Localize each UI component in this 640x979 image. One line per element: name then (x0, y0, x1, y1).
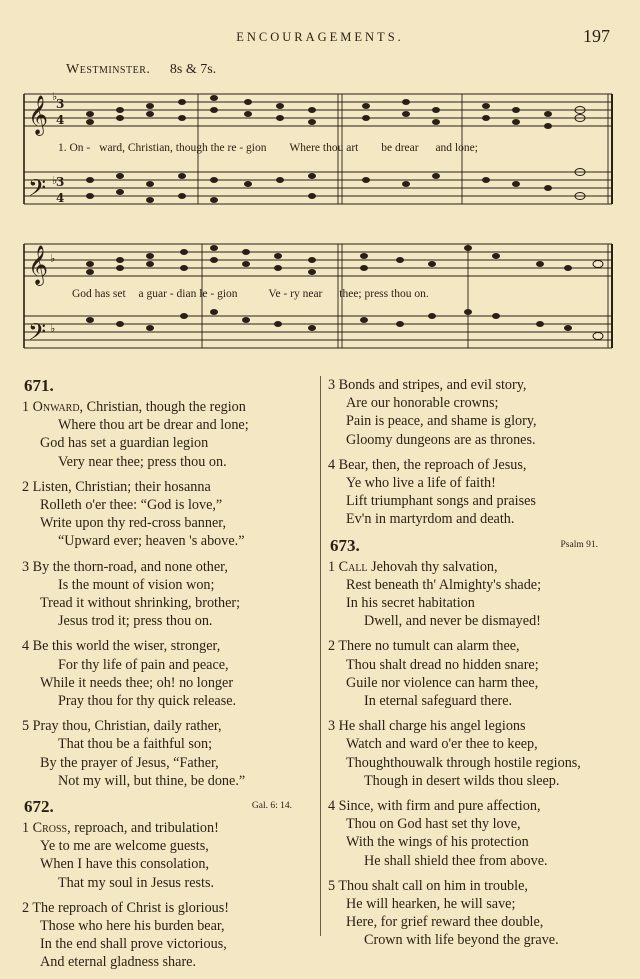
hymn-672-stanza-3: 3 Bonds and stripes, and evil story, Are our honorable crowns; Pain is peace, and shame is glory, Gloomy dungeons are as thrones. (328, 377, 537, 448)
hymn-number: 673. (330, 535, 360, 555)
running-title: ENCOURAGEMENTS. (236, 30, 404, 44)
svg-text:♭: ♭ (50, 252, 56, 265)
tune-meter: 8s & 7s. (169, 62, 217, 77)
page-number: 197 (583, 26, 610, 46)
hymn-672-heading (22, 797, 322, 819)
hymn-671-heading (22, 376, 322, 398)
svg-text:♭: ♭ (52, 174, 58, 187)
hymn-673-stanza-4: 4 Since, with firm and pure affection, Thou on God hast set thy love, With the wings of his protection He shall shield thee from above. (328, 798, 548, 869)
hymn-672-stanza-4: 4 Bear, then, the reproach of Jesus, Ye who live a life of faith! Lift triumphant songs and praises Ev'n in martyrdom and death. (328, 456, 536, 528)
bass-clef-icon: 𝄢 (28, 318, 47, 351)
hymn-671-stanza-2: 2 Listen, Christian; their hosanna Rolleth o'er thee: “God is love,” Write upon thy red-cross banner, “Upward ever; heaven 's above.” (22, 478, 245, 550)
left-column (22, 376, 322, 979)
right-column (328, 376, 628, 957)
treble-clef-icon: 𝄞 (28, 95, 49, 135)
hymn-672-stanza-1: 1 Cross, reproach, and tribulation! Ye to me are welcome guests, When I have this consolation, That my soul in Jesus rests. (22, 820, 219, 891)
music-lyric-line-1: 1. On - ward, Christian, though the re - gion Where thou art be drear and lone; (58, 142, 478, 154)
svg-text:3: 3 (56, 97, 65, 111)
hymn-671-stanza-5: 5 Pray thou, Christian, daily rather, That thou be a faithful son; By the prayer of Jesus, “Father, Not my will, but thine, be done.” (22, 718, 246, 789)
hymn-673-heading (328, 536, 628, 558)
music-score (0, 0, 640, 372)
treble-clef-icon: 𝄞 (28, 245, 49, 285)
svg-text:4: 4 (56, 113, 65, 127)
svg-text:3: 3 (56, 175, 65, 189)
scripture-reference: Gal. 6: 14. (251, 801, 292, 812)
scripture-reference: Psalm 91. (560, 539, 598, 550)
music-lyric-line-2: God has set a guar - dian le - gion Ve - ry near thee; press thou on. (72, 288, 429, 300)
note-heads (86, 95, 603, 340)
staff-system1-treble (24, 94, 612, 126)
staff-system1-bass (24, 172, 612, 204)
staff-system2-bass (24, 316, 612, 348)
hymn-671-stanza-3: 3 By the thorn-road, and none other, Is the mount of vision won; Tread it without shrinking, brother; Jesus trod it; press thou on. (22, 558, 241, 630)
hymn-number: 671. (24, 376, 54, 395)
svg-text:♭: ♭ (52, 90, 58, 103)
staff-system2-treble (24, 244, 612, 276)
bass-clef-icon: 𝄢 (28, 174, 47, 207)
hymn-672-stanza-2: 2 The reproach of Christ is glorious! Those who here his burden bear, In the end shall prove victorious, And eternal gladness share. (22, 899, 229, 971)
tune-name: Westminster. (66, 62, 151, 77)
hymn-673-stanza-5: 5 Thou shalt call on him in trouble, He will hearken, he will save; Here, for grief reward thee double, Crown with life beyond the grave. (328, 877, 559, 949)
hymn-671-stanza-1: 1 Onward, Christian, though the region Where thou art be drear and lone; God has set a guardian legion Very near thee; press thou on. (22, 399, 249, 470)
svg-text:♭: ♭ (50, 322, 56, 335)
svg-text:4: 4 (56, 191, 65, 205)
hymn-671-stanza-4: 4 Be this world the wiser, stronger, For thy life of pain and peace, While it needs thee; oh! no longer Pray thou for thy quick release. (22, 638, 237, 710)
hymn-673-stanza-3: 3 He shall charge his angel legions Watch and ward o'er thee to keep, Thoughthouwalk through hostile regions, Though in desert wilds thou sleep. (328, 718, 581, 789)
hymn-673-stanza-1: 1 Call Jehovah thy salvation, Rest beneath th' Almighty's shade; In his secret habitation Dwell, and never be dismayed! (328, 558, 542, 630)
hymn-673-stanza-2: 2 There no tumult can alarm thee, Thou shalt dread no hidden snare; Guile nor violence can harm thee, In eternal safeguard there. (328, 638, 539, 710)
hymn-number: 672. (24, 797, 54, 817)
